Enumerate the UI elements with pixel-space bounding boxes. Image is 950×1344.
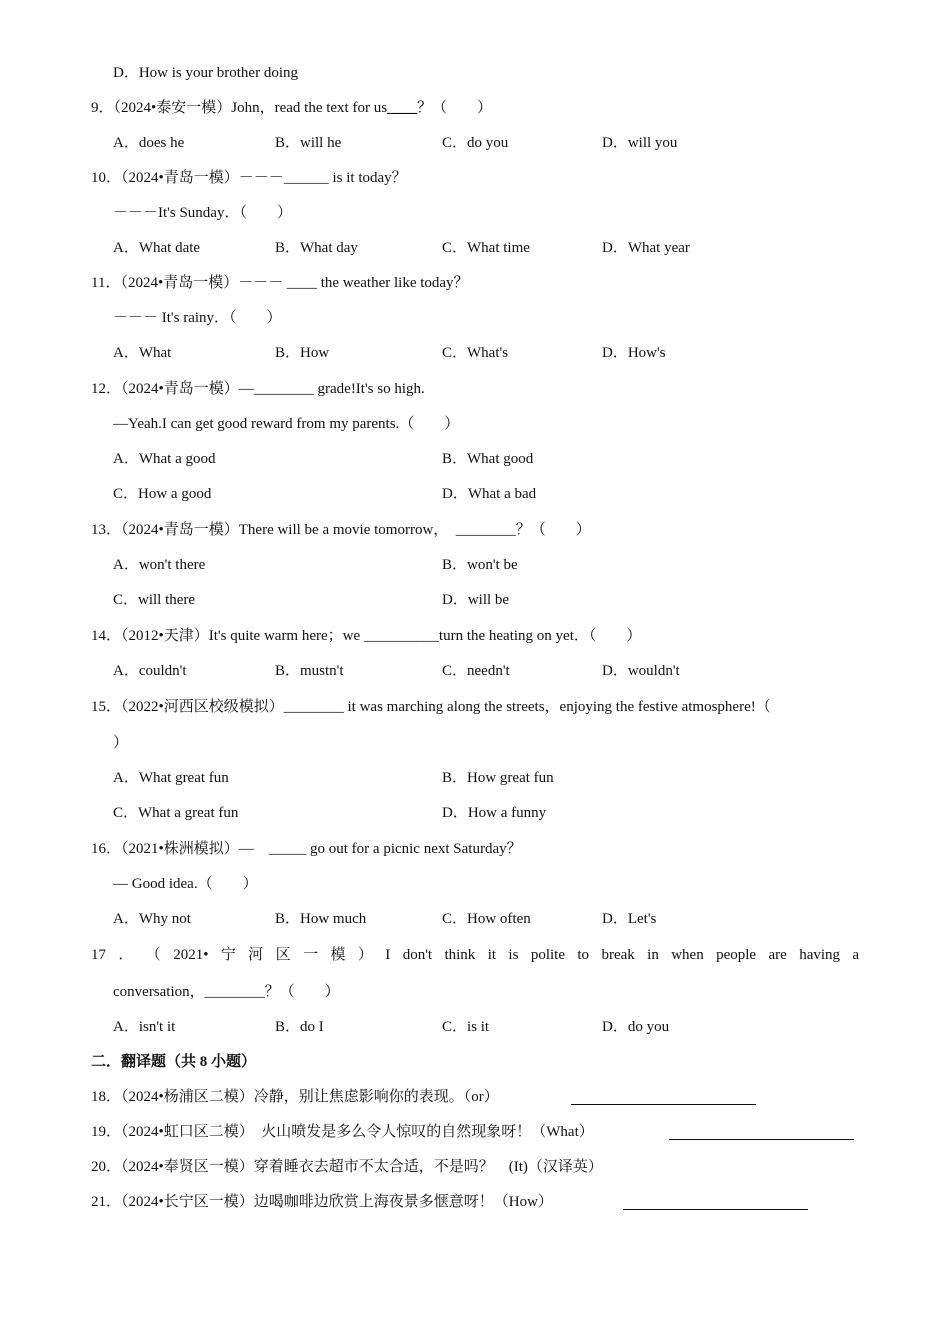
q17-word: polite [530, 947, 565, 963]
q11-answer: －－－ It's rainy．（ ） [113, 310, 282, 326]
q13-option-b: B．won't be [442, 557, 518, 573]
q10-option-b: B．What day [275, 240, 358, 256]
q11-option-c: C．What's [442, 345, 509, 361]
q11-option-a: A．What [113, 345, 172, 361]
q17-stem-line1 [91, 945, 859, 965]
q15-option-c: C．What a great fun [113, 805, 239, 821]
q17-word: 模 [330, 947, 346, 963]
q12-stem: 12．（2024•青岛一模）—________ grade!It's so high. [91, 381, 425, 397]
q12-option-d: D．What a bad [442, 486, 537, 502]
q9-tail: ？（ ） [417, 100, 493, 116]
q17-word: 一 [303, 947, 319, 963]
q17-word: 宁 [220, 947, 236, 963]
q17-word: ． [118, 947, 134, 963]
q17-word: 17 [91, 947, 106, 963]
q17-word: I [385, 947, 391, 963]
q16-stem: 16．（2021•株洲模拟）— _____ go out for a picnic next Saturday？ [91, 841, 522, 857]
q14-option-d: D．wouldn't [602, 663, 680, 679]
q17-word: think [444, 947, 476, 963]
q15-stem-cont: ） [113, 735, 129, 751]
q16-option-a: A．Why not [113, 911, 191, 927]
q17-word: a [852, 947, 860, 963]
q17-word: are [768, 947, 787, 963]
q17-option-c: C．is it [442, 1019, 490, 1035]
q17-word: don't [402, 947, 433, 963]
q18-stem: 18．（2024•杨浦区二模）冷静，别让焦虑影响你的表现。（or） [91, 1089, 499, 1105]
section-2-heading: 二．翻译题（共 8 小题） [91, 1054, 257, 1070]
q17-word: to [577, 947, 590, 963]
q11-option-d: D．How's [602, 345, 666, 361]
q19-answer-line[interactable] [669, 1125, 854, 1140]
q9-option-c: C．do you [442, 135, 509, 151]
q17-word: （ [145, 947, 161, 963]
q21-answer-line[interactable] [623, 1195, 808, 1210]
q9-option-a: A．does he [113, 135, 185, 151]
q17-word: having [799, 947, 841, 963]
q10-option-d: D．What year [602, 240, 690, 256]
q8-option-d: D．How is your brother doing [113, 65, 298, 81]
q10-option-c: C．What time [442, 240, 530, 256]
q16-answer: — Good idea.（ ） [113, 876, 258, 892]
q20-stem: 20．（2024•奉贤区一模）穿着睡衣去超市不太合适，不是吗？ (It)（汉译英） [91, 1159, 603, 1175]
q18-answer-line[interactable] [571, 1090, 756, 1105]
q17-option-d: D．do you [602, 1019, 670, 1035]
q19-stem: 19．（2024•虹口区二模） 火山喷发是多么令人惊叹的自然现象呀！（What） [91, 1124, 594, 1140]
q16-option-c: C．How often [442, 911, 531, 927]
q17-option-a: A．isn't it [113, 1019, 176, 1035]
q9-blank: ____ [387, 100, 418, 116]
q9-option-d: D．will you [602, 135, 678, 151]
q9-option-b: B．will he [275, 135, 342, 151]
q15-option-d: D．How a funny [442, 805, 547, 821]
q10-option-a: A．What date [113, 240, 201, 256]
q17-word: 河 [248, 947, 264, 963]
q10-stem: 10．（2024•青岛一模）－－－______ is it today？ [91, 170, 407, 186]
q9-stem-text: 9．（2024•泰安一模）John，read the text for us [91, 100, 388, 116]
q15-option-b: B．How great fun [442, 770, 554, 786]
q13-option-a: A．won't there [113, 557, 206, 573]
q17-option-b: B．do I [275, 1019, 324, 1035]
q21-stem: 21．（2024•长宁区一模）边喝咖啡边欣赏上海夜景多惬意呀！（How） [91, 1194, 553, 1210]
q13-option-c: C．will there [113, 592, 196, 608]
q16-option-b: B．How much [275, 911, 367, 927]
q16-option-d: D．Let's [602, 911, 657, 927]
q17-word: it [487, 947, 497, 963]
q17-word: ） [357, 947, 373, 963]
q11-stem: 11．（2024•青岛一模）－－－ ____ the weather like today？ [91, 275, 469, 291]
q15-option-a: A．What great fun [113, 770, 229, 786]
q9-stem [91, 98, 492, 118]
q17-word: break [601, 947, 635, 963]
q17-stem-line2: conversation，________？（ ） [113, 984, 340, 1000]
q13-option-d: D．will be [442, 592, 510, 608]
q12-option-b: B．What good [442, 451, 534, 467]
q17-word: 区 [275, 947, 291, 963]
q12-answer: —Yeah.I can get good reward from my parents.（ ） [113, 416, 460, 432]
q10-answer: －－－It's Sunday．（ ） [113, 205, 292, 221]
q14-stem: 14．（2012•天津）It's quite warm here；we __________turn the heating on yet．（ ） [91, 628, 642, 644]
q17-word: when [671, 947, 704, 963]
q17-word: in [647, 947, 659, 963]
q15-stem: 15．（2022•河西区校级模拟）________ it was marching along the streets，enjoying the festive atmosphere!（ [91, 699, 771, 715]
q14-option-c: C．needn't [442, 663, 510, 679]
q17-word: is [508, 947, 519, 963]
q14-option-b: B．mustn't [275, 663, 344, 679]
q17-word: people [716, 947, 757, 963]
q12-option-c: C．How a good [113, 486, 212, 502]
q13-stem: 13．（2024•青岛一模）There will be a movie tomorrow， ________？（ ） [91, 522, 591, 538]
q11-option-b: B．How [275, 345, 330, 361]
q14-option-a: A．couldn't [113, 663, 187, 679]
q12-option-a: A．What a good [113, 451, 216, 467]
q17-word: 2021• [173, 947, 209, 963]
